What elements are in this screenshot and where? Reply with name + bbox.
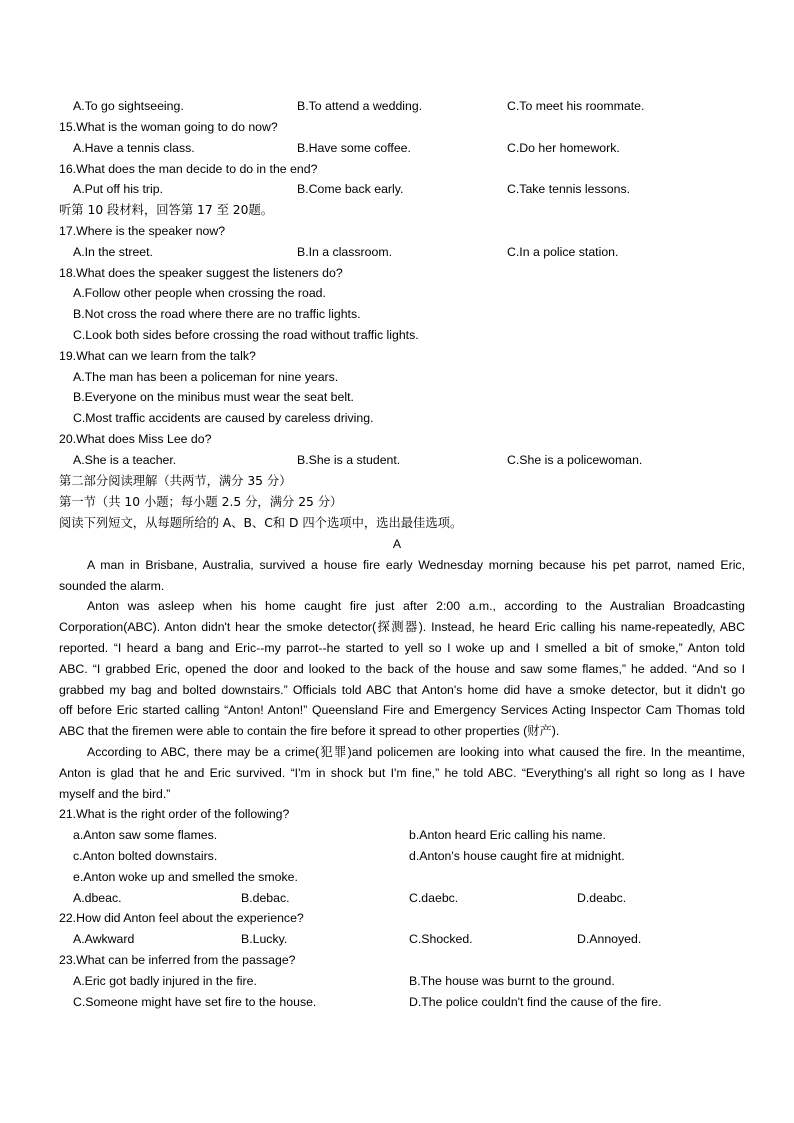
q17-option-a: A.In the street. [73, 245, 153, 259]
q16-option-b: B.Come back early. [297, 182, 404, 196]
q21-option-d: D.deabc. [577, 891, 627, 905]
passage-p3-line3: myself and the bird.” [59, 787, 171, 801]
q15-stem: 15.What is the woman going to do now? [59, 120, 278, 134]
q15-option-a: A.Have a tennis class. [73, 141, 195, 155]
passage-p2-line7: ABC that the firemen were able to contain the fire before it spread to other properties (财产). [59, 724, 560, 738]
q21-event-c: c.Anton bolted downstairs. [73, 849, 218, 863]
q15-option-c: C.Do her homework. [507, 141, 620, 155]
q22-option-b: B.Lucky. [241, 932, 288, 946]
passage-p2-line2: Corporation(ABC). Anton didn't hear the smoke detector(探测器). Instead, he heard Eric calling his name-repeatedly, ABC [59, 620, 745, 634]
passage-p2-line6: off before Eric started calling “Anton! Anton!” Queensland Fire and Emergency Services Acting Inspector Cam Thomas told [59, 703, 745, 717]
q18-option-b: B.Not cross the road where there are no traffic lights. [73, 307, 361, 321]
q20-stem: 20.What does Miss Lee do? [59, 432, 212, 446]
section-10-instruction: 听第 10 段材料，回答第 17 至 20题。 [59, 203, 274, 217]
passage-p1-line2: sounded the alarm. [59, 579, 165, 593]
passage-p2-line3: reported. “I heard a bang and Eric--my parrot--he started to yell so I woke up and I smelled a bit of smoke,” Anton told [59, 641, 745, 655]
q19-stem: 19.What can we learn from the talk? [59, 349, 256, 363]
passage-p2-line5: grabbed my bag and bolted downstairs.” Officials told ABC that Anton's home did have a smoke detector, but it didn't go [59, 683, 745, 697]
q23-option-c: C.Someone might have set fire to the house. [73, 995, 317, 1009]
q21-option-c: C.daebc. [409, 891, 459, 905]
q21-option-a: A.dbeac. [73, 891, 122, 905]
q15-option-b: B.Have some coffee. [297, 141, 411, 155]
passage-p2-line1: Anton was asleep when his home caught fire just after 2:00 a.m., according to the Australian Broadcasting [87, 599, 745, 613]
q17-option-c: C.In a police station. [507, 245, 619, 259]
q20-option-b: B.She is a student. [297, 453, 401, 467]
q19-option-a: A.The man has been a policeman for nine years. [73, 370, 339, 384]
q23-option-d: D.The police couldn't find the cause of the fire. [409, 995, 662, 1009]
passage-p3-line2: Anton is glad that he and Eric survived. “I'm in shock but I'm fine,” he told ABC. “Everything's all right so long as I have [59, 766, 745, 780]
q21-event-a: a.Anton saw some flames. [73, 828, 218, 842]
passage-p1-line1: A man in Brisbane, Australia, survived a house fire early Wednesday morning because his pet parrot, named Eric, [87, 558, 745, 572]
q22-option-a: A.Awkward [73, 932, 135, 946]
q16-option-c: C.Take tennis lessons. [507, 182, 631, 196]
passage-p2-line4: ABC. “I grabbed Eric, opened the door and looked to the back of the house and saw some flames,” he added. “And so I [59, 662, 745, 676]
q16-stem: 16.What does the man decide to do in the end? [59, 162, 318, 176]
q14-option-a: A.To go sightseeing. [73, 99, 184, 113]
q21-stem: 21.What is the right order of the following? [59, 807, 290, 821]
q23-stem: 23.What can be inferred from the passage? [59, 953, 296, 967]
q18-stem: 18.What does the speaker suggest the listeners do? [59, 266, 343, 280]
passage-p3-line1: According to ABC, there may be a crime(犯罪)and policemen are looking into what caused the fire. In the meantime, [87, 745, 745, 759]
part2-instruction: 阅读下列短文，从每题所给的 A、B、C和 D 四个选项中，选出最佳选项。 [59, 516, 463, 530]
q20-option-a: A.She is a teacher. [73, 453, 177, 467]
q20-option-c: C.She is a policewoman. [507, 453, 643, 467]
q22-option-c: C.Shocked. [409, 932, 473, 946]
q21-event-b: b.Anton heard Eric calling his name. [409, 828, 606, 842]
q21-option-b: B.debac. [241, 891, 290, 905]
q17-option-b: B.In a classroom. [297, 245, 392, 259]
q16-option-a: A.Put off his trip. [73, 182, 163, 196]
q14-option-c: C.To meet his roommate. [507, 99, 645, 113]
q21-event-d: d.Anton's house caught fire at midnight. [409, 849, 625, 863]
q23-option-a: A.Eric got badly injured in the fire. [73, 974, 257, 988]
q18-option-c: C.Look both sides before crossing the road without traffic lights. [73, 328, 419, 342]
q14-option-b: B.To attend a wedding. [297, 99, 423, 113]
q21-event-e: e.Anton woke up and smelled the smoke. [73, 870, 298, 884]
q18-option-a: A.Follow other people when crossing the road. [73, 286, 326, 300]
part2-section1-title: 第一节（共 10 小题；每小题 2.5 分，满分 25 分） [59, 495, 343, 509]
part2-title: 第二部分阅读理解（共两节，满分 35 分） [59, 474, 292, 488]
q22-option-d: D.Annoyed. [577, 932, 642, 946]
q22-stem: 22.How did Anton feel about the experience? [59, 911, 304, 925]
passage-letter: A [392, 537, 402, 551]
q23-option-b: B.The house was burnt to the ground. [409, 974, 615, 988]
q19-option-b: B.Everyone on the minibus must wear the seat belt. [73, 390, 354, 404]
q17-stem: 17.Where is the speaker now? [59, 224, 226, 238]
q19-option-c: C.Most traffic accidents are caused by careless driving. [73, 411, 374, 425]
